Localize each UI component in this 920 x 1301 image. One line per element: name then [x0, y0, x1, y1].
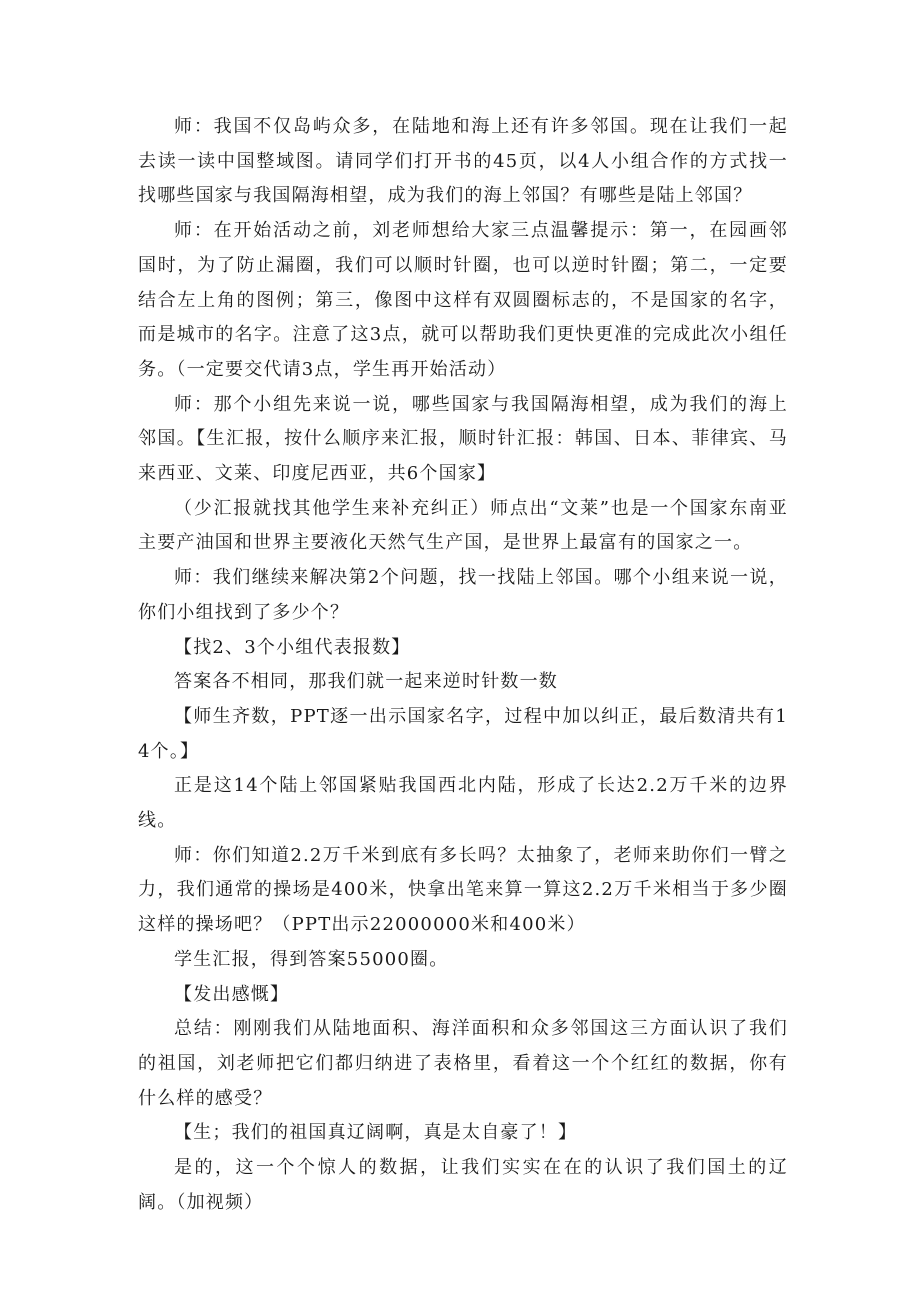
paragraph-border-length: 正是这14个陆上邻国紧贴我国西北内陆，形成了长达2.2万千米的边界线。 — [138, 775, 788, 832]
paragraph-closing: 是的，这一个个惊人的数据，让我们实实在在的认识了我们国土的辽阔。（加视频） — [138, 1157, 788, 1213]
paragraph-answer-55000: 学生汇报，得到答案55000圈。 — [174, 948, 449, 970]
paragraph-sea-neighbors: 师：那个小组先来说一说，哪些国家与我国隔海相望，成为我们的海上邻国。【生汇报，按什么顺序来汇报，顺时针汇报：韩国、日本、菲律宾、马来西亚、文莱、印度尼西亚，共6个国家】 — [138, 393, 788, 485]
document-page — [138, 110, 788, 1221]
paragraph-intro-neighbors: 师：我国不仅岛屿众多，在陆地和海上还有许多邻国。现在让我们一起去读一读中国整域图。请同学们打开书的45页，以4人小组合作的方式找一找哪些国家与我国隔海相望，成为我们的海上邻国？有哪些是陆上邻国？ — [138, 116, 788, 207]
paragraph-count-14: 【师生齐数，PPT逐一出示国家名字，过程中加以纠正，最后数清共有14个。】 — [138, 705, 788, 762]
paragraph-land-neighbors-question: 师：我们继续来解决第2个问题，找一找陆上邻国。哪个小组来说一说，你们小组找到了多少个？ — [138, 567, 788, 623]
paragraph-feelings: 【发出感慨】 — [174, 983, 290, 1005]
paragraph-summary: 总结：刚刚我们从陆地面积、海洋面积和众多邻国这三方面认识了我们的祖国，刘老师把它们都归纳进了表格里，看着这一个个红红的数据，你有什么样的感受？ — [138, 1018, 788, 1109]
paragraph-student-response: 【生；我们的祖国真辽阔啊，真是太自豪了！】 — [174, 1122, 578, 1144]
paragraph-group-report: 【找2、3个小组代表报数】 — [174, 636, 411, 658]
paragraph-playground-calc: 师：你们知道2.2万千米到底有多长吗？太抽象了，老师来助你们一臂之力，我们通常的操场是400米，快拿出笔来算一算这2.2万千米相当于多少圈这样的操场吧？（PPT出示22000000米和400米） — [138, 844, 788, 936]
paragraph-tips: 师：在开始活动之前，刘老师想给大家三点温馨提示：第一，在园画邻国时，为了防止漏圈，我们可以顺时针圈，也可以逆时针圈；第二，一定要结合左上角的图例；第三，像图中这样有双圆圈标志的，不是国家的名字，而是城市的名字。注意了这3点，就可以帮助我们更快更准的完成此次小组任务。（一定要交代请3点，学生再开始活动） — [138, 220, 788, 380]
paragraph-count-together: 答案各不相同，那我们就一起来逆时针数一数 — [174, 671, 558, 693]
paragraph-brunei: （少汇报就找其他学生来补充纠正）师点出“文莱”也是一个国家东南亚主要产油国和世界主要液化天然气生产国，是世界上最富有的国家之一。 — [138, 497, 788, 554]
